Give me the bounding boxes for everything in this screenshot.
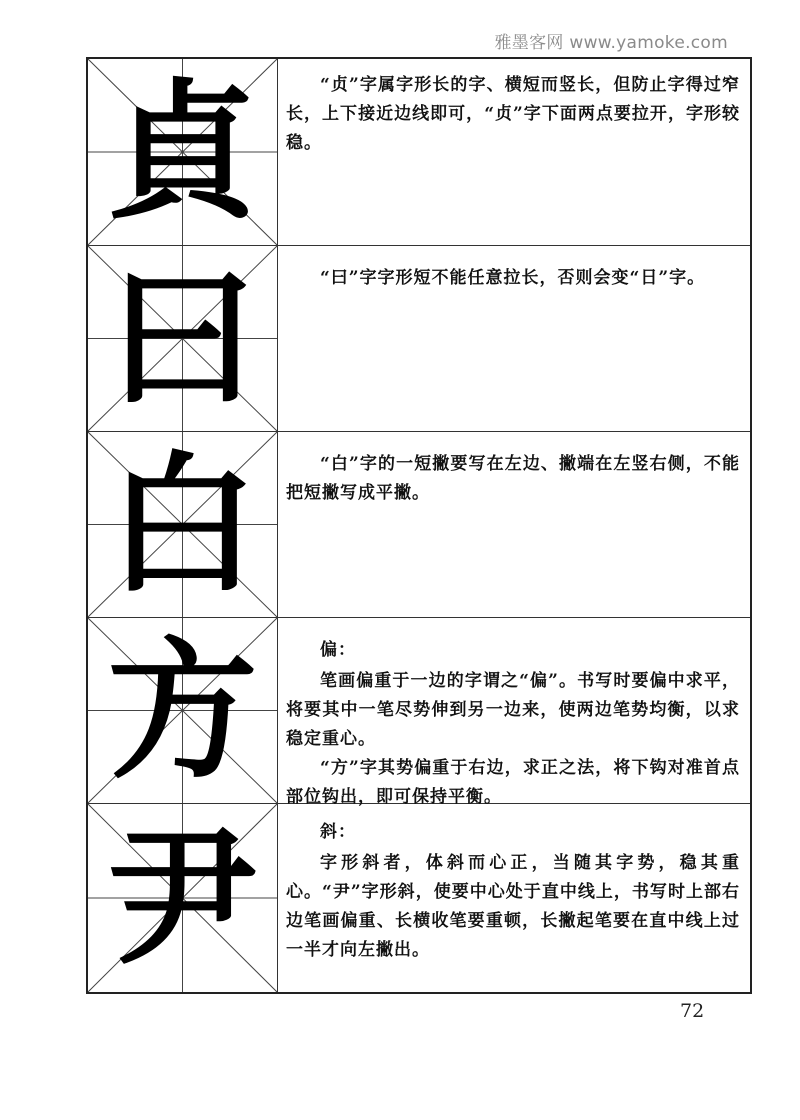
paragraph: “方”字其势偏重于右边，求正之法，将下钩对准首点部位钩出，即可保持平衡。	[286, 758, 740, 807]
watermark: 雅墨客网 www.yamoke.com	[494, 33, 728, 53]
paragraph: “曰”字字形短不能任意拉长，否则会变“日”字。	[320, 268, 706, 288]
explanation-text	[286, 818, 740, 965]
table-row	[88, 804, 750, 992]
table-row	[88, 59, 750, 246]
grid-cell	[88, 432, 278, 617]
calligraphy-character: 尹	[107, 810, 258, 986]
paragraph: “贞”字属字形长的字、横短而竖长，但防止字得过窄长，上下接近边线即可，“贞”字下面两点要拉开，字形较稳。	[286, 75, 740, 153]
page-number: 72	[680, 1000, 705, 1022]
section-heading: 偏：	[320, 640, 356, 660]
table-row	[88, 432, 750, 618]
calligraphy-character: 曰	[107, 250, 258, 427]
explanation-text	[286, 636, 740, 812]
grid-cell	[88, 59, 278, 245]
grid-cell	[88, 804, 278, 992]
paragraph: “白”字的一短撇要写在左边、撇端在左竖右侧，不能把短撇写成平撇。	[286, 454, 740, 503]
calligraphy-character: 方	[107, 622, 258, 799]
calligraphy-character: 貞	[107, 64, 258, 240]
table-row	[88, 246, 750, 432]
paragraph: 字形斜者，体斜而心正，当随其字势，稳其重心。“尹”字形斜，使要中心处于直中线上，书写时上部右边笔画偏重、长横收笔要重顿，长撇起笔要在直中线上过一半才向左撇出。	[286, 853, 740, 960]
grid-cell	[88, 246, 278, 431]
explanation-text	[286, 71, 740, 158]
section-heading: 斜：	[320, 822, 356, 842]
grid-cell	[88, 618, 278, 803]
explanation-text	[286, 264, 740, 293]
calligraphy-character: 白	[107, 436, 258, 613]
table-row	[88, 618, 750, 807]
calligraphy-table	[86, 57, 752, 994]
paragraph: 笔画偏重于一边的字谓之“偏”。书写时要偏中求平，将要其中一笔尽势伸到另一边来，使两边笔势均衡，以求稳定重心。	[286, 671, 740, 749]
explanation-text	[286, 450, 740, 508]
